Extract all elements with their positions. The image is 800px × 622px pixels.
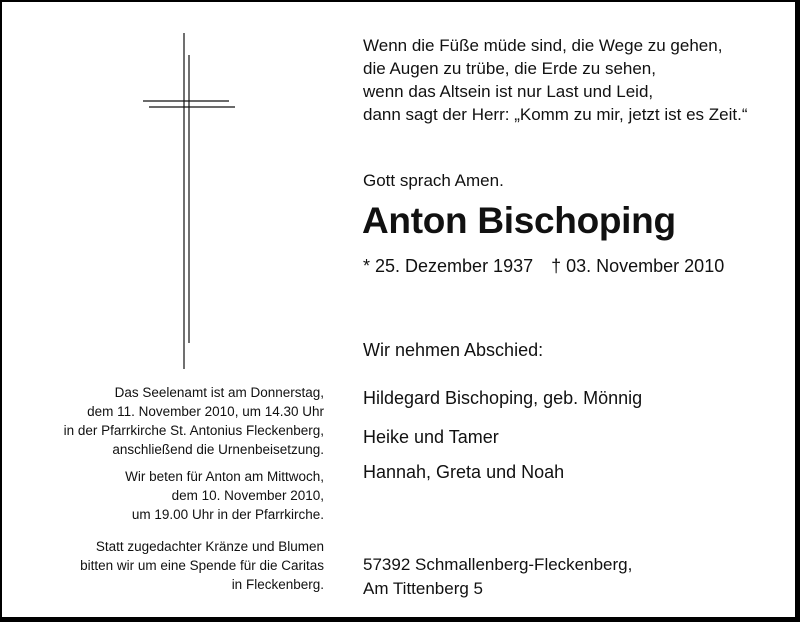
service-line: Das Seelenamt ist am Donnerstag, xyxy=(114,385,324,400)
poem xyxy=(363,34,748,126)
address-line: Am Tittenberg 5 xyxy=(363,579,484,598)
mourner-name: Hannah, Greta und Noah xyxy=(363,462,565,482)
donation-line: in Fleckenberg. xyxy=(231,577,324,592)
intro-text: Gott sprach Amen. xyxy=(363,171,504,190)
donation-line: bitten wir um eine Spende für die Caritas xyxy=(80,558,324,573)
prayer-info xyxy=(125,467,324,524)
mourner-name: Heike und Tamer xyxy=(363,427,499,447)
poem-line: dann sagt der Herr: „Komm zu mir, jetzt ist es Zeit.“ xyxy=(363,105,748,124)
poem-line: Wenn die Füße müde sind, die Wege zu gehen, xyxy=(363,36,723,55)
death-date: † 03. November 2010 xyxy=(551,256,725,276)
life-dates xyxy=(363,256,724,277)
service-line: in der Pfarrkirche St. Antonius Fleckenberg, xyxy=(63,423,324,438)
poem-line: die Augen zu trübe, die Erde zu sehen, xyxy=(363,59,656,78)
donation-line: Statt zugedachter Kränze und Blumen xyxy=(95,539,324,554)
prayer-line: Wir beten für Anton am Mittwoch, xyxy=(125,469,324,484)
birth-date: * 25. Dezember 1937 xyxy=(363,256,534,276)
address xyxy=(363,553,632,601)
service-line: anschließend die Urnenbeisetzung. xyxy=(112,442,324,457)
donation-info xyxy=(80,537,324,594)
prayer-line: um 19.00 Uhr in der Pfarrkirche. xyxy=(131,507,324,522)
prayer-line: dem 10. November 2010, xyxy=(171,488,324,503)
farewell-heading: Wir nehmen Abschied: xyxy=(363,340,544,360)
address-line: 57392 Schmallenberg-Fleckenberg, xyxy=(363,555,633,574)
cross-icon xyxy=(143,33,235,369)
service-info xyxy=(64,383,324,459)
deceased-name: Anton Bischoping xyxy=(362,200,676,241)
poem-line: wenn das Altsein ist nur Last und Leid, xyxy=(363,82,654,101)
service-line: dem 11. November 2010, um 14.30 Uhr xyxy=(87,404,324,419)
mourner-name: Hildegard Bischoping, geb. Mönnig xyxy=(363,388,643,408)
